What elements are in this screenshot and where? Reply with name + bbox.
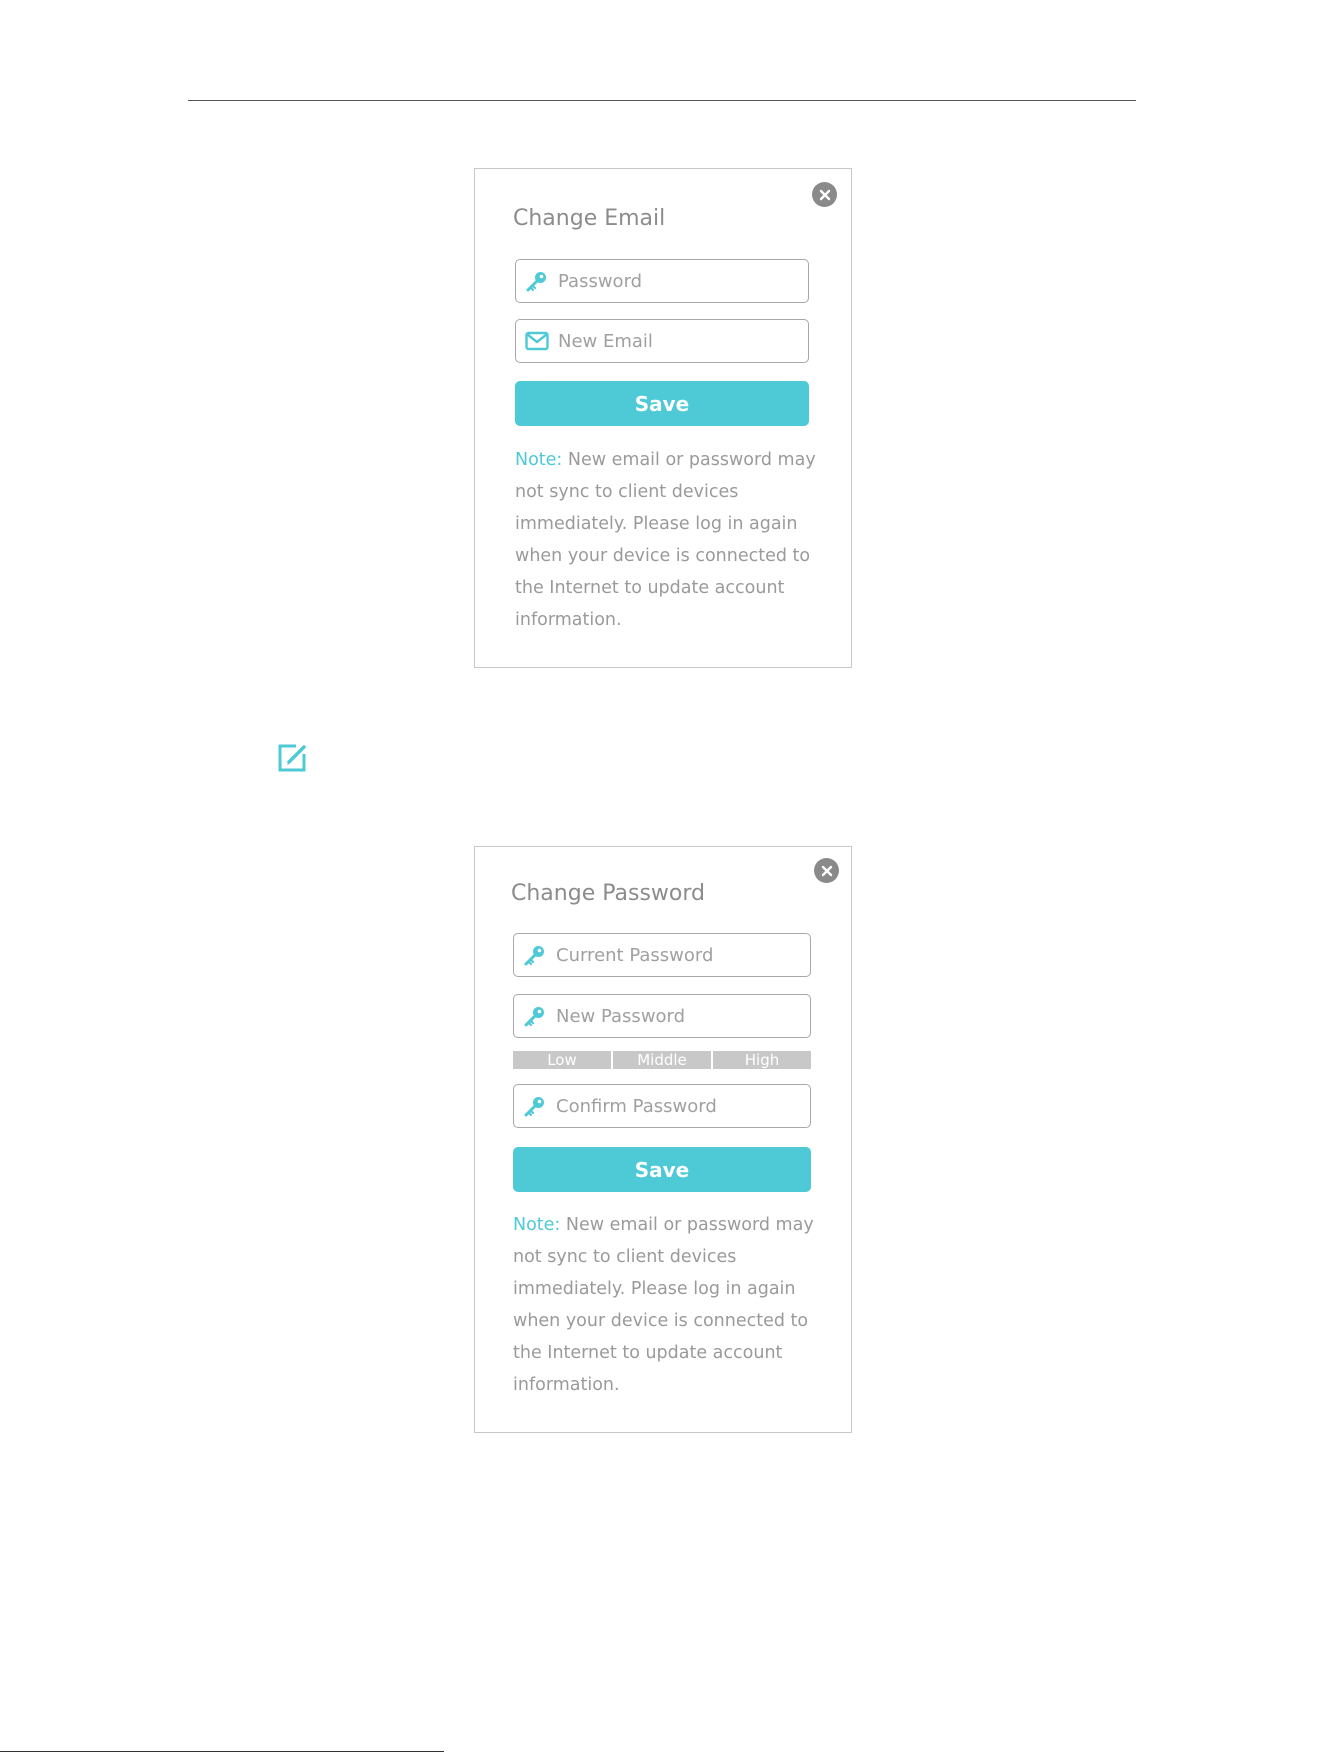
close-icon — [821, 865, 833, 877]
dialog-title: Change Email — [513, 206, 666, 231]
header-rule — [188, 100, 1136, 101]
confirm-password-field[interactable] — [513, 1084, 811, 1128]
key-icon — [522, 942, 548, 968]
save-password-button[interactable]: Save — [513, 1147, 811, 1192]
strength-middle: Middle — [613, 1051, 711, 1069]
change-password-dialog — [474, 846, 852, 1433]
envelope-icon — [524, 328, 550, 354]
strength-high: High — [713, 1051, 811, 1069]
note-text — [515, 444, 835, 636]
new-email-field[interactable] — [515, 319, 809, 363]
close-email-dialog-button[interactable] — [812, 182, 837, 207]
note-body: New email or password may not sync to client devices immediately. Please log in again when your device is connected to the Internet to update account information. — [513, 1215, 814, 1395]
close-icon — [819, 189, 831, 201]
dialog-title: Change Password — [511, 881, 705, 906]
change-email-dialog — [474, 168, 852, 668]
new-password-field[interactable] — [513, 994, 811, 1038]
save-email-button[interactable]: Save — [515, 381, 809, 426]
strength-low: Low — [513, 1051, 611, 1069]
note-label: Note: — [515, 450, 563, 470]
new-password-input[interactable] — [556, 995, 810, 1037]
key-icon — [522, 1003, 548, 1029]
password-strength-meter — [513, 1051, 811, 1069]
new-email-input[interactable] — [558, 320, 808, 362]
password-input[interactable] — [558, 260, 808, 302]
note-body: New email or password may not sync to client devices immediately. Please log in again when your device is connected to the Internet to update account information. — [515, 450, 816, 630]
note-text — [513, 1209, 833, 1401]
password-field[interactable] — [515, 259, 809, 303]
note-label: Note: — [513, 1215, 561, 1235]
footer-rule — [0, 1751, 444, 1752]
current-password-field[interactable] — [513, 933, 811, 977]
edit-note-icon — [274, 740, 310, 776]
close-password-dialog-button[interactable] — [814, 858, 839, 883]
key-icon — [522, 1093, 548, 1119]
key-icon — [524, 268, 550, 294]
current-password-input[interactable] — [556, 934, 810, 976]
confirm-password-input[interactable] — [556, 1085, 810, 1127]
